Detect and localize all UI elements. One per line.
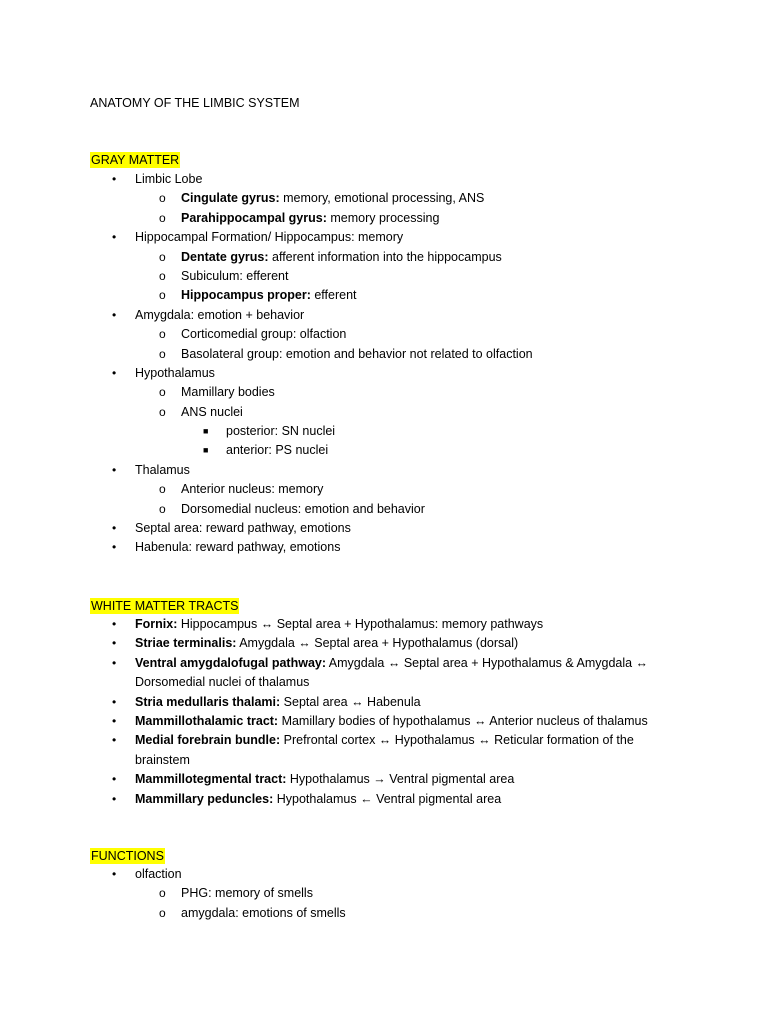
bullet-marker: • <box>112 172 117 186</box>
list-item-text <box>135 654 648 673</box>
term-description: Septal area ↔ Habenula <box>280 694 421 709</box>
term-description: Thalamus <box>135 462 190 477</box>
list-item <box>0 286 768 305</box>
list-item-text <box>181 248 502 267</box>
list-item-text <box>135 865 182 884</box>
bullet-marker: • <box>112 540 117 555</box>
list-item <box>0 189 768 208</box>
bullet-marker: o <box>159 886 166 901</box>
list-item <box>0 267 768 286</box>
list-item-text <box>181 189 484 208</box>
list-item <box>0 209 768 228</box>
list-item <box>0 884 768 903</box>
bullet-marker: o <box>159 385 166 400</box>
term-description: olfaction <box>135 867 182 881</box>
list-item <box>0 170 768 189</box>
bullet-marker: • <box>112 365 117 380</box>
term-label: Fornix: <box>135 617 178 631</box>
bullet-marker: • <box>112 462 117 477</box>
bullet-marker: o <box>159 501 166 516</box>
term-description: Corticomedial group: olfaction <box>181 327 347 342</box>
list-item <box>0 383 768 402</box>
bullet-marker: ■ <box>203 426 209 437</box>
section-heading-white-matter-tracts: WHITE MATTER TRACTS <box>91 599 239 613</box>
bullet-marker: o <box>159 268 166 283</box>
list-item-text <box>181 286 357 305</box>
list-item <box>0 865 768 884</box>
term-description: Hypothalamus <box>135 365 215 380</box>
list-item-text <box>135 306 304 325</box>
list-item-text <box>181 325 346 344</box>
term-description: Anterior nucleus: memory <box>181 482 324 497</box>
list-item <box>0 422 768 441</box>
term-description: brainstem <box>135 752 190 767</box>
bullet-marker: o <box>159 404 166 419</box>
list-item <box>0 519 768 538</box>
list-item-text <box>181 267 288 286</box>
term-description: Septal area: reward pathway, emotions <box>135 521 351 536</box>
list-item-text <box>226 422 335 441</box>
list-item-text <box>135 615 543 634</box>
bullet-marker: ■ <box>203 445 209 456</box>
list-item-text <box>135 538 340 557</box>
bullet-marker: o <box>159 482 166 497</box>
list-item <box>0 615 768 634</box>
list-item-text <box>181 209 439 228</box>
term-description: anterior: PS nuclei <box>226 443 329 458</box>
list-item-text <box>135 731 634 750</box>
list-item-text <box>135 790 501 809</box>
term-description: Mamillary bodies <box>181 385 275 400</box>
term-description: Habenula: reward pathway, emotions <box>135 540 341 555</box>
list-item-text <box>135 519 351 538</box>
gray-matter-list <box>0 170 768 558</box>
list-item <box>0 500 768 519</box>
list-item <box>0 480 768 499</box>
term-description: Subiculum: efferent <box>181 268 289 283</box>
list-item <box>0 538 768 557</box>
list-item <box>0 306 768 325</box>
term-label: Mammillary peduncles: <box>135 791 274 806</box>
list-item <box>0 673 768 692</box>
term-description: memory processing <box>326 210 440 225</box>
list-item <box>0 403 768 422</box>
term-label: Ventral amygdalofugal pathway: <box>135 655 327 670</box>
bullet-marker: • <box>112 791 117 806</box>
bullet-marker: o <box>159 288 166 303</box>
list-item <box>0 441 768 460</box>
document-title: ANATOMY OF THE LIMBIC SYSTEM <box>90 96 300 110</box>
bullet-marker: • <box>112 230 117 245</box>
list-item <box>0 790 768 809</box>
term-description: Prefrontal cortex ↔ Hypothalamus ↔ Reticular formation of the <box>280 733 634 748</box>
bullet-marker: o <box>159 249 166 264</box>
list-item-text <box>181 383 275 402</box>
section-heading-functions: FUNCTIONS <box>91 849 164 863</box>
bullet-marker: • <box>112 694 117 709</box>
bullet-marker: • <box>112 307 117 322</box>
list-item <box>0 654 768 673</box>
term-description: Hippocampal Formation/ Hippocampus: memory <box>135 230 404 245</box>
term-description: Amygdala: emotion + behavior <box>135 307 305 322</box>
list-item-text <box>181 904 346 923</box>
bullet-marker: • <box>112 655 117 670</box>
term-description: posterior: SN nuclei <box>226 424 336 439</box>
functions-list <box>0 865 768 923</box>
list-item-text <box>181 345 533 364</box>
list-item-text <box>181 403 243 422</box>
list-item <box>0 228 768 247</box>
list-item-text <box>135 770 514 789</box>
term-description: Hypothalamus → Ventral pigmental area <box>286 772 515 787</box>
term-description: Amygdala ↔ Septal area + Hypothalamus (dorsal) <box>236 636 519 651</box>
bullet-marker: o <box>159 210 166 225</box>
term-description: Limbic Lobe <box>135 172 203 186</box>
term-label: Cingulate gyrus: <box>181 191 280 206</box>
list-item <box>0 345 768 364</box>
bullet-marker: • <box>112 867 117 881</box>
list-item <box>0 634 768 653</box>
term-label: Mammillotegmental tract: <box>135 772 287 787</box>
list-item-text <box>135 751 190 770</box>
list-item-text <box>226 441 328 460</box>
term-description: Amygdala ↔ Septal area + Hypothalamus & Amygdala ↔ <box>326 655 649 670</box>
term-description: PHG: memory of smells <box>181 886 313 901</box>
list-item <box>0 693 768 712</box>
bullet-marker: o <box>159 327 166 342</box>
list-item <box>0 325 768 344</box>
bullet-marker: • <box>112 772 117 787</box>
bullet-marker: • <box>112 617 117 631</box>
list-item <box>0 461 768 480</box>
list-item-text <box>135 364 215 383</box>
list-item-text <box>135 634 518 653</box>
term-description: Dorsomedial nuclei of thalamus <box>135 675 310 690</box>
bullet-marker: o <box>159 191 166 206</box>
term-description: amygdala: emotions of smells <box>181 905 346 920</box>
list-item <box>0 904 768 923</box>
bullet-marker: • <box>112 636 117 651</box>
bullet-marker: • <box>112 713 117 728</box>
list-item <box>0 364 768 383</box>
term-description: ANS nuclei <box>181 404 243 419</box>
term-label: Mammillothalamic tract: <box>135 713 279 728</box>
term-label: Striae terminalis: <box>135 636 237 651</box>
list-item <box>0 731 768 750</box>
term-label: Parahippocampal gyrus: <box>181 210 327 225</box>
term-description: Dorsomedial nucleus: emotion and behavior <box>181 501 425 516</box>
list-item-text <box>135 228 403 247</box>
list-item-text <box>181 480 323 499</box>
bullet-marker: o <box>159 346 166 361</box>
list-item <box>0 248 768 267</box>
list-item-text <box>135 170 202 189</box>
term-label: Hippocampus proper: <box>181 288 311 303</box>
bullet-marker: o <box>159 905 166 920</box>
term-description: Hypothalamus ← Ventral pigmental area <box>273 791 502 806</box>
term-description: Hippocampus ↔ Septal area + Hypothalamus: memory pathways <box>177 617 544 631</box>
list-item-text <box>135 461 190 480</box>
list-item-text <box>181 884 313 903</box>
term-description: Basolateral group: emotion and behavior not related to olfaction <box>181 346 533 361</box>
list-item-text <box>135 693 421 712</box>
list-item-text <box>181 500 425 519</box>
list-item <box>0 770 768 789</box>
term-description: afferent information into the hippocampus <box>268 249 502 264</box>
term-description: memory, emotional processing, ANS <box>279 191 485 206</box>
list-item <box>0 751 768 770</box>
bullet-marker: • <box>112 733 117 748</box>
term-description: Mamillary bodies of hypothalamus ↔ Anterior nucleus of thalamus <box>278 713 648 728</box>
white-matter-tracts-list <box>0 615 768 809</box>
term-label: Stria medullaris thalami: <box>135 694 281 709</box>
term-description: efferent <box>310 288 357 303</box>
term-label: Medial forebrain bundle: <box>135 733 281 748</box>
bullet-marker: • <box>112 521 117 536</box>
section-heading-gray-matter: GRAY MATTER <box>91 153 180 167</box>
list-item <box>0 712 768 731</box>
list-item-text <box>135 673 309 692</box>
list-item-text <box>135 712 648 731</box>
term-label: Dentate gyrus: <box>181 249 269 264</box>
